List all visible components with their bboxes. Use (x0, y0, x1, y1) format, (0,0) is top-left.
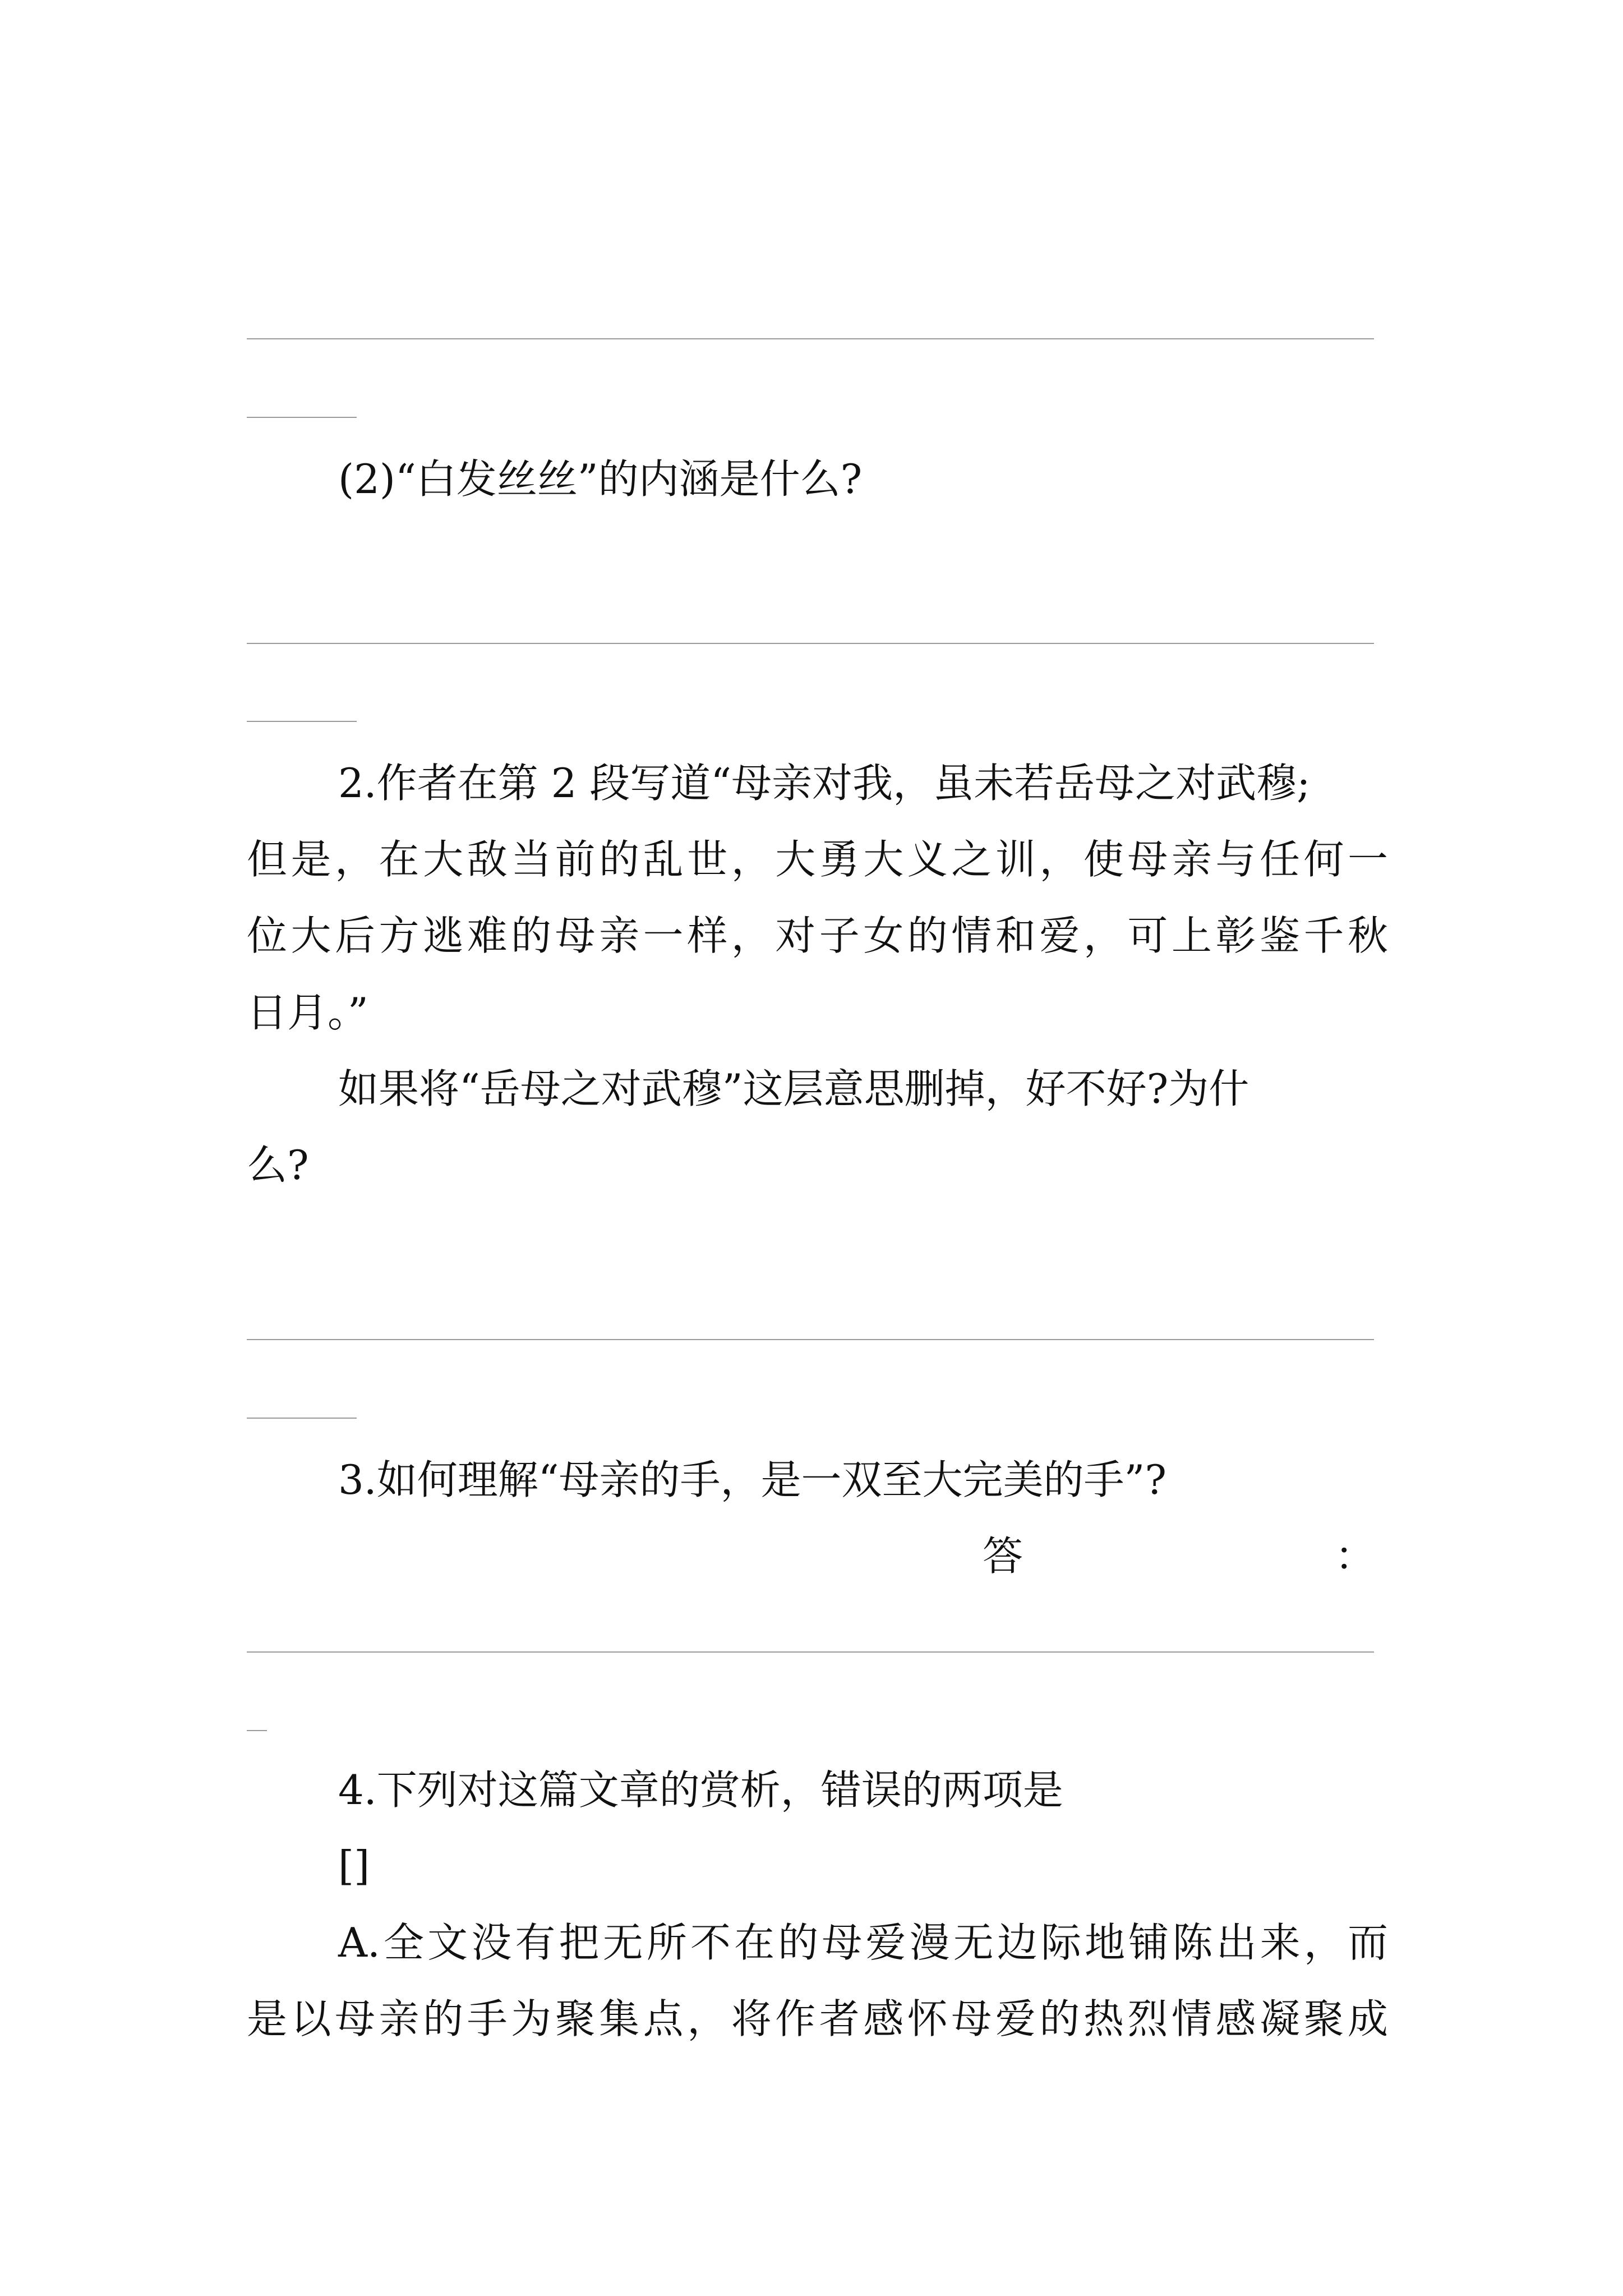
question-2-line: 如果将“岳母之对武穆”这层意思删掉，好不好?为什 (338, 1065, 1249, 1112)
answer-colon: ： (1335, 1533, 1376, 1580)
question-2-line: 位大后方逃难的母亲一样，对子女的情和爱，可上彰鉴千秋 (247, 912, 1388, 959)
answer-label: 答 (983, 1533, 1023, 1580)
answer-line-stub (247, 1418, 357, 1419)
question-2-line: 么? (247, 1142, 309, 1189)
answer-line-stub (247, 721, 357, 722)
option-a-line: 是以母亲的手为聚集点，将作者感怀母爱的热烈情感凝聚成 (247, 1995, 1388, 2042)
answer-line (247, 338, 1374, 339)
answer-line-stub (247, 417, 357, 418)
question-2-line: 但是，在大敌当前的乱世，大勇大义之训，使母亲与任何一 (247, 836, 1388, 883)
answer-line (247, 1339, 1374, 1340)
question-4: 4.下列对这篇文章的赏析，错误的两项是 (338, 1766, 1063, 1814)
answer-line (247, 1651, 1374, 1653)
answer-line (247, 643, 1374, 644)
answer-brackets: [] (338, 1842, 370, 1889)
question-3: 3.如何理解“母亲的手，是一双至大完美的手”? (338, 1456, 1166, 1503)
answer-line-stub (247, 1730, 267, 1731)
question-2-line: 日月。” (247, 989, 368, 1036)
option-a-line: A.全文没有把无所不在的母爱漫无边际地铺陈出来，而 (338, 1919, 1388, 1966)
question-1-2: (2)“白发丝丝”的内涵是什么? (338, 455, 863, 503)
question-2-line: 2.作者在第 2 段写道“母亲对我，虽未若岳母之对武穆; (338, 760, 1311, 807)
